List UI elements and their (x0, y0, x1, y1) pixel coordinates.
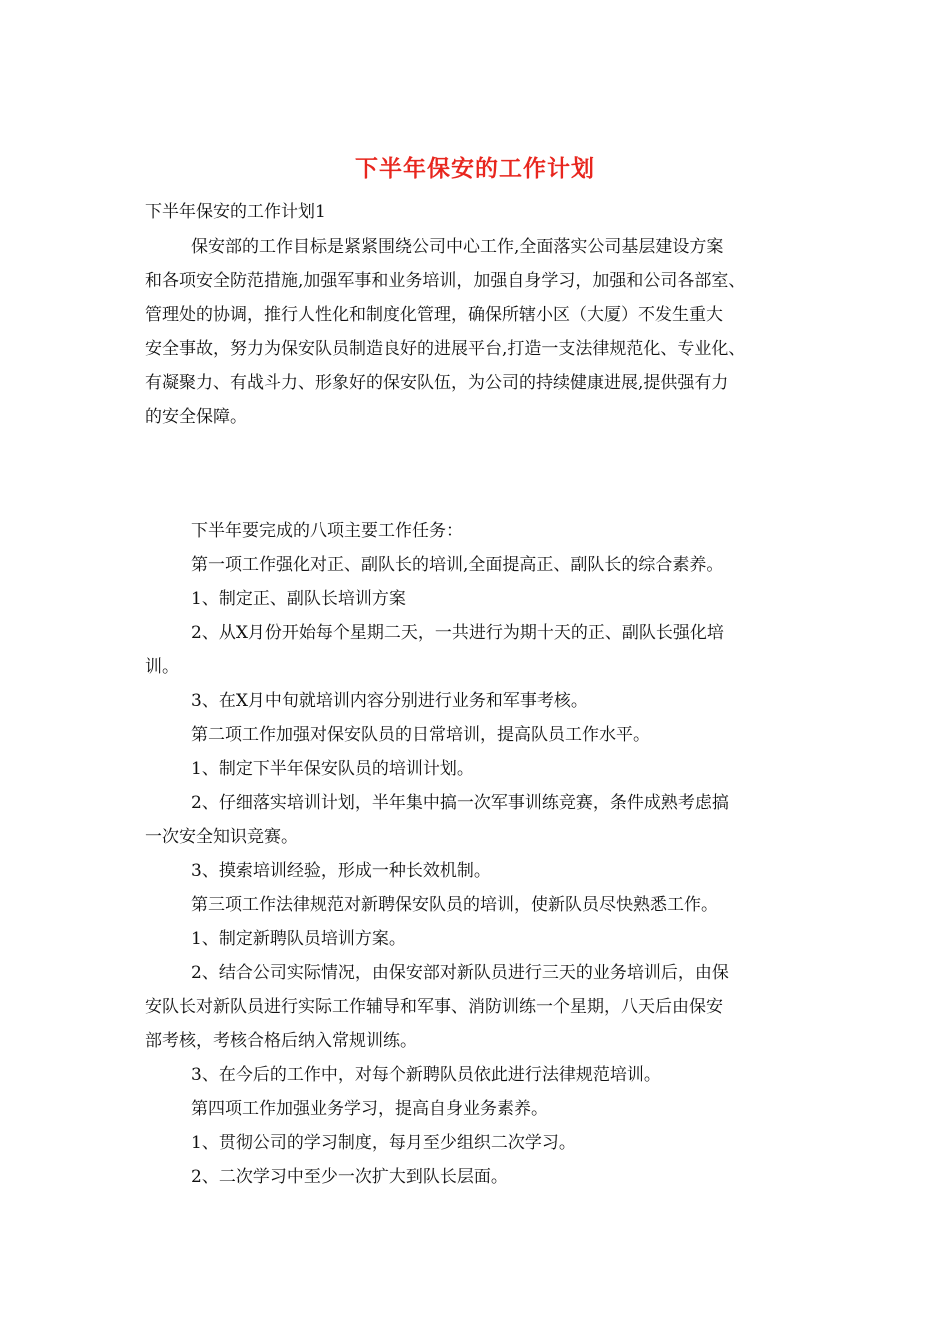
text-line: 的安全保障。 (145, 407, 247, 427)
task-item: 2、从X月份开始每个星期二天，一共进行为期十天的正、副队长强化培 (191, 623, 724, 643)
text-line: 管理处的协调，推行人性化和制度化管理，确保所辖小区（大厦）不发生重大 (145, 305, 723, 325)
task-item: 2、结合公司实际情况，由保安部对新队员进行三天的业务培训后，由保 (191, 963, 729, 983)
page-title: 下半年保安的工作计划 (355, 155, 595, 182)
task-item: 1、贯彻公司的学习制度，每月至少组织二次学习。 (191, 1133, 576, 1153)
tasks-section (145, 514, 825, 1194)
task-item: 1、制定新聘队员培训方案。 (191, 929, 406, 949)
task-item: 3、摸索培训经验，形成一种长效机制。 (191, 861, 491, 881)
text-line: 和各项安全防范措施,加强军事和业务培训，加强自身学习，加强和公司各部室、 (145, 271, 746, 291)
text-line: 安全事故，努力为保安队员制造良好的进展平台,打造一支法律规范化、专业化、 (145, 339, 746, 359)
task-item: 3、在X月中旬就培训内容分别进行业务和军事考核。 (191, 691, 588, 711)
task-item-continued: 一次安全知识竞赛。 (145, 827, 298, 847)
task-heading: 第三项工作法律规范对新聘保安队员的培训，使新队员尽快熟悉工作。 (191, 895, 718, 915)
intro-paragraph (145, 230, 825, 434)
task-item-continued: 安队长对新队员进行实际工作辅导和军事、消防训练一个星期，八天后由保安 (145, 997, 723, 1017)
task-item: 2、仔细落实培训计划，半年集中搞一次军事训练竞赛，条件成熟考虑搞 (191, 793, 729, 813)
task-item: 2、二次学习中至少一次扩大到队长层面。 (191, 1167, 508, 1187)
task-item: 3、在今后的工作中，对每个新聘队员依此进行法律规范培训。 (191, 1065, 661, 1085)
section-heading: 下半年要完成的八项主要工作任务： (191, 521, 463, 541)
text-line: 保安部的工作目标是紧紧围绕公司中心工作,全面落实公司基层建设方案 (191, 237, 724, 257)
task-item: 1、制定正、副队长培训方案 (191, 589, 406, 609)
task-heading: 第二项工作加强对保安队员的日常培训，提高队员工作水平。 (191, 725, 650, 745)
text-line: 有凝聚力、有战斗力、形象好的保安队伍，为公司的持续健康进展,提供强有力 (145, 373, 729, 393)
task-heading: 第四项工作加强业务学习，提高自身业务素养。 (191, 1099, 548, 1119)
task-item-continued: 部考核，考核合格后纳入常规训练。 (145, 1031, 417, 1051)
task-heading: 第一项工作强化对正、副队长的培训,全面提高正、副队长的综合素养。 (191, 555, 724, 575)
task-item-continued: 训。 (145, 657, 179, 677)
task-item: 1、制定下半年保安队员的培训计划。 (191, 759, 474, 779)
document-subtitle: 下半年保安的工作计划1 (145, 202, 326, 222)
